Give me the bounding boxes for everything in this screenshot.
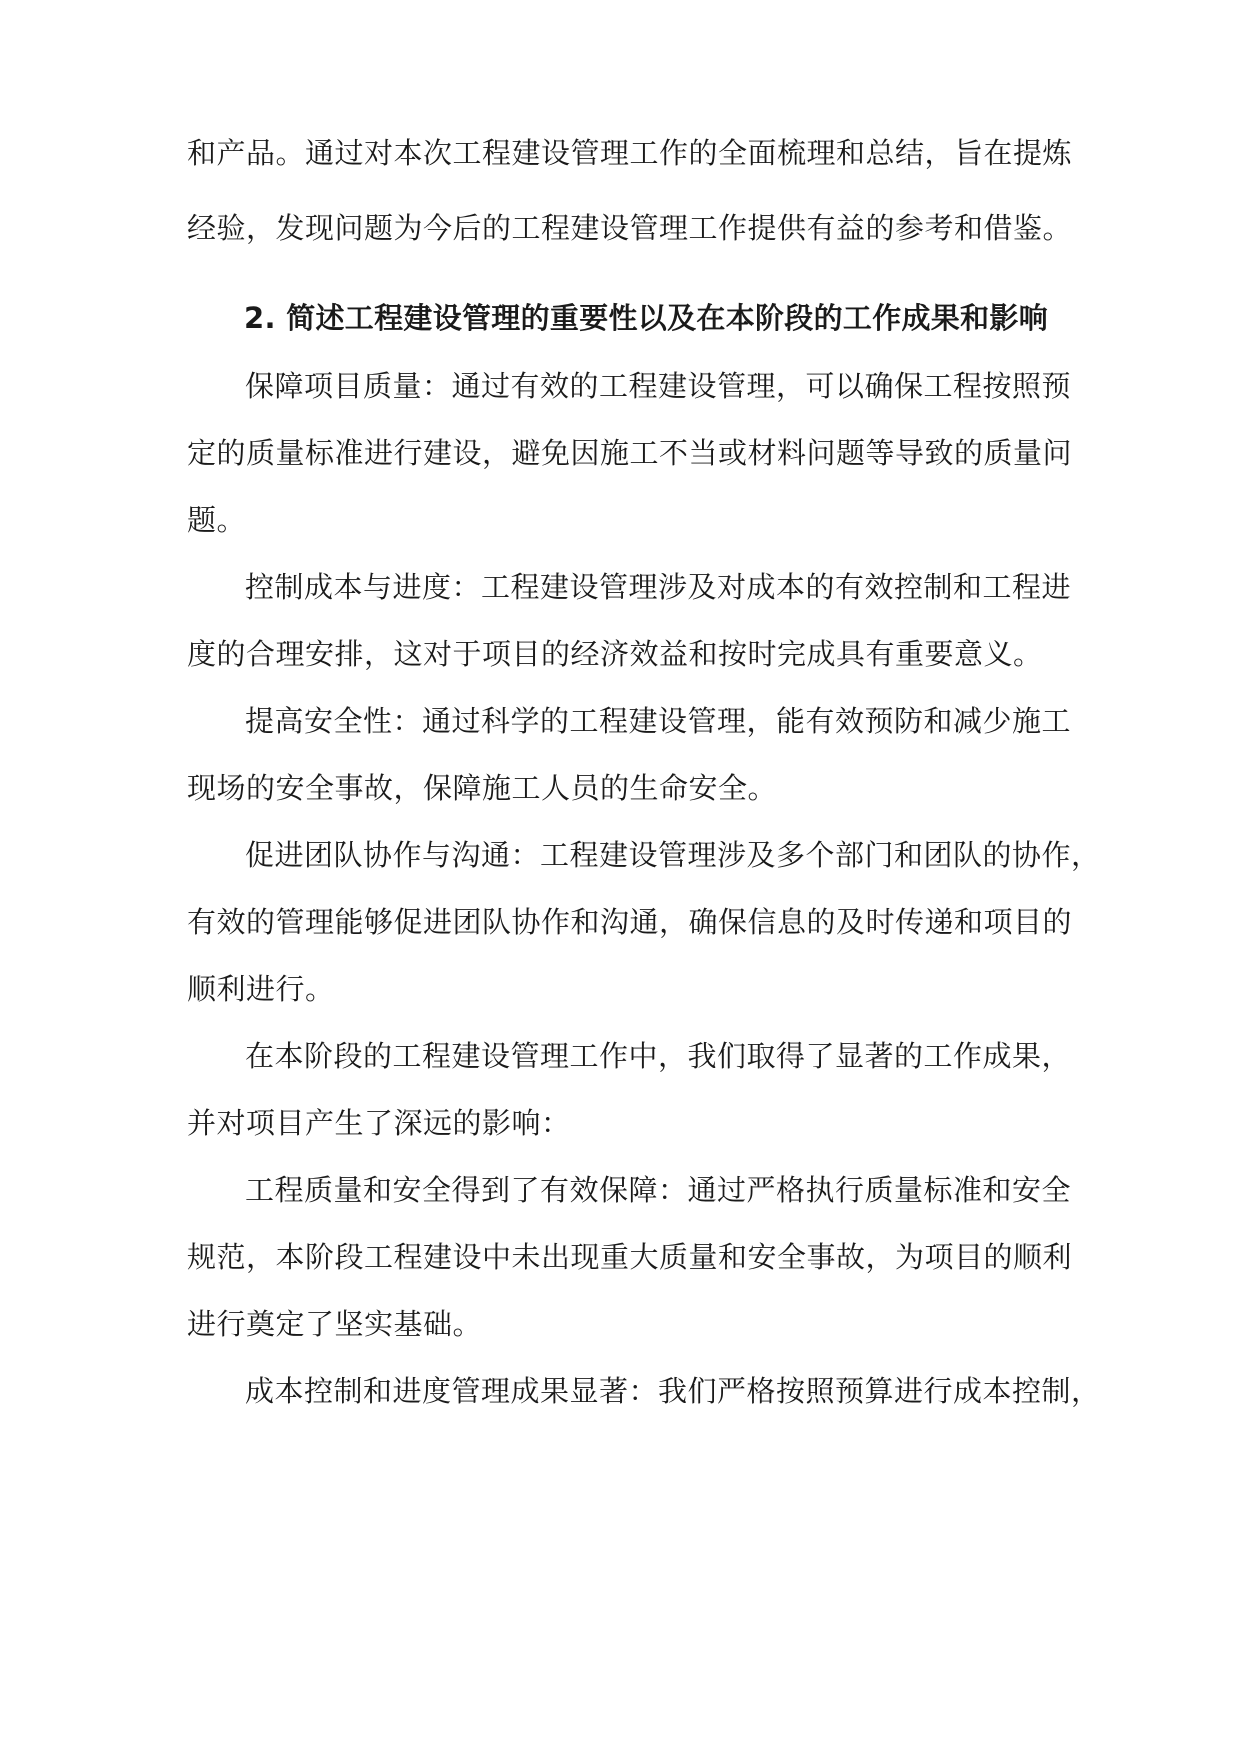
paragraph-line: 在本阶段的工程建设管理工作中，我们取得了显著的工作成果， bbox=[245, 1039, 1072, 1073]
paragraph-line: 提高安全性：通过科学的工程建设管理，能有效预防和减少施工 bbox=[245, 704, 1072, 738]
paragraph-line: 进行奠定了坚实基础。 bbox=[187, 1307, 483, 1341]
paragraph-line: 经验，发现问题为今后的工程建设管理工作提供有益的参考和借鉴。 bbox=[187, 211, 1073, 245]
paragraph-line: 保障项目质量：通过有效的工程建设管理，可以确保工程按照预 bbox=[245, 369, 1072, 403]
paragraph-line: 并对项目产生了深远的影响： bbox=[187, 1106, 571, 1140]
paragraph-line: 规范，本阶段工程建设中未出现重大质量和安全事故，为项目的顺利 bbox=[187, 1240, 1073, 1274]
paragraph-line: 和产品。通过对本次工程建设管理工作的全面梳理和总结，旨在提炼 bbox=[187, 136, 1073, 170]
paragraph-line: 定的质量标准进行建设，避免因施工不当或材料问题等导致的质量问 bbox=[187, 436, 1073, 470]
paragraph-line: 题。 bbox=[187, 503, 247, 537]
paragraph-line: 顺利进行。 bbox=[187, 972, 335, 1006]
section-heading: 2. 简述工程建设管理的重要性以及在本阶段的工作成果和影响 bbox=[244, 301, 1048, 335]
paragraph-line: 度的合理安排，这对于项目的经济效益和按时完成具有重要意义。 bbox=[187, 637, 1043, 671]
paragraph-line: 有效的管理能够促进团队协作和沟通，确保信息的及时传递和项目的 bbox=[187, 905, 1073, 939]
paragraph-line: 工程质量和安全得到了有效保障：通过严格执行质量标准和安全 bbox=[245, 1173, 1072, 1207]
paragraph-line: 现场的安全事故，保障施工人员的生命安全。 bbox=[187, 771, 778, 805]
paragraph-line: 促进团队协作与沟通：工程建设管理涉及多个部门和团队的协作， bbox=[245, 838, 1101, 872]
paragraph-line: 控制成本与进度：工程建设管理涉及对成本的有效控制和工程进 bbox=[245, 570, 1072, 604]
paragraph-line: 成本控制和进度管理成果显著：我们严格按照预算进行成本控制， bbox=[245, 1374, 1101, 1408]
